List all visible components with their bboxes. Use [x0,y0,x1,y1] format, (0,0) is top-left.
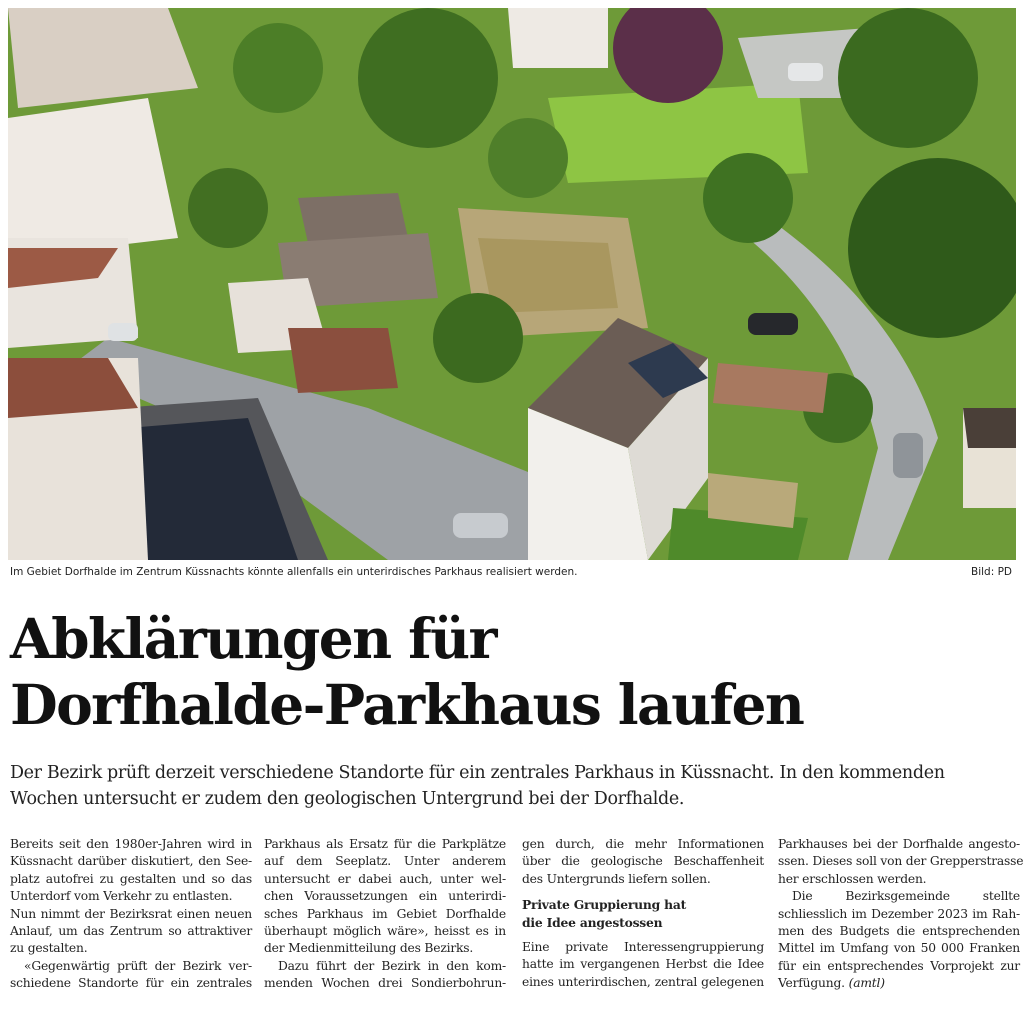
body-line: eines unterirdischen, zentral gelegenen [522,974,764,989]
body-line: sches Parkhaus im Gebiet Dorfhalde [264,906,506,921]
photo-caption [10,566,1014,582]
body-line: Anlauf, um das Zentrum so attraktiver [10,923,252,938]
body-line: Unterdorf vom Verkehr zu entlasten. [10,889,233,904]
body-line: überhaupt möglich wäre», heisst es in [264,923,506,938]
body-line: gen durch, die mehr Informationen [522,837,764,851]
article-lead [10,760,1014,812]
article-column-1 [10,836,252,993]
body-line: zu gestalten. [10,941,88,956]
body-line: auf dem Seeplatz. Unter anderem [264,854,506,869]
body-line: Küssnacht darüber diskutiert, den See- [10,854,252,869]
body-line: für ein entsprechendes Vorprojekt zur [778,958,1020,973]
article-column-3 [522,836,764,991]
body-line: Bereits seit den 1980er-Jahren wird in [10,837,252,851]
article-headline [10,606,1014,738]
body-line: her erschlossen werden. [778,871,927,886]
body-line: Dazu führt der Bezirk in den kom- [278,958,506,973]
headline-line-1: Abklärungen für [10,606,496,671]
body-line: Parkhauses bei der Dorfhalde angesto- [778,837,1020,851]
body-line: men des Budgets die entsprechenden [778,923,1020,938]
body-line: des Untergrunds liefern sollen. [522,871,711,886]
body-line: Die Bezirksgemeinde stellte [792,889,1020,904]
body-text: Verfügung. [778,976,845,991]
body-line: «Gegenwärtig prüft der Bezirk ver- [24,958,252,973]
body-line: platz autofrei zu gestalten und so das [10,871,252,886]
aerial-photo-illustration [8,8,1016,560]
body-line: schliesslich im Dezember 2023 im Rah- [778,906,1020,921]
body-line: chen Voraussetzungen ein unterirdi- [264,889,506,904]
body-line: Eine private Interessengruppierung [522,939,764,954]
headline-line-2: Dorfhalde-Parkhaus laufen [10,672,804,737]
body-line: der Medienmitteilung des Bezirks. [264,941,474,956]
subheading-line-2: die Idee angestossen [522,914,663,930]
body-line: Nun nimmt der Bezirksrat einen neuen [10,906,252,921]
article-column-4 [778,836,1024,993]
article-column-2 [264,836,506,993]
caption-text: Im Gebiet Dorfhalde im Zentrum Küssnachts könnte allenfalls ein unterirdisches Parkhaus realisiert werden. [10,566,578,578]
lead-line-2: Wochen untersucht er zudem den geologischen Untergrund bei der Dorfhalde. [10,789,685,809]
body-line: untersucht er dabei auch, unter wel- [264,871,506,886]
body-line: Mittel im Umfang von 50 000 Franken [778,941,1020,956]
author-signature: (amtl) [848,976,885,991]
subheading-line-1: Private Gruppierung hat [522,897,687,913]
photo-credit: Bild: PD [971,566,1012,578]
body-line: ssen. Dieses soll von der Grepperstrasse [778,854,1024,869]
body-line-last [778,975,1020,992]
body-line: über die geologische Beschaffenheit [522,854,764,869]
body-line: hatte im vergangenen Herbst die Idee [522,957,764,972]
article-photo [8,8,1016,560]
body-line: Parkhaus als Ersatz für die Parkplätze [264,837,506,851]
body-line: schiedene Standorte für ein zentrales [10,976,252,991]
body-line: menden Wochen drei Sondierbohrun- [264,976,506,991]
lead-line-1: Der Bezirk prüft derzeit verschiedene Standorte für ein zentrales Parkhaus in Küssnacht. In den kommenden [10,763,945,783]
